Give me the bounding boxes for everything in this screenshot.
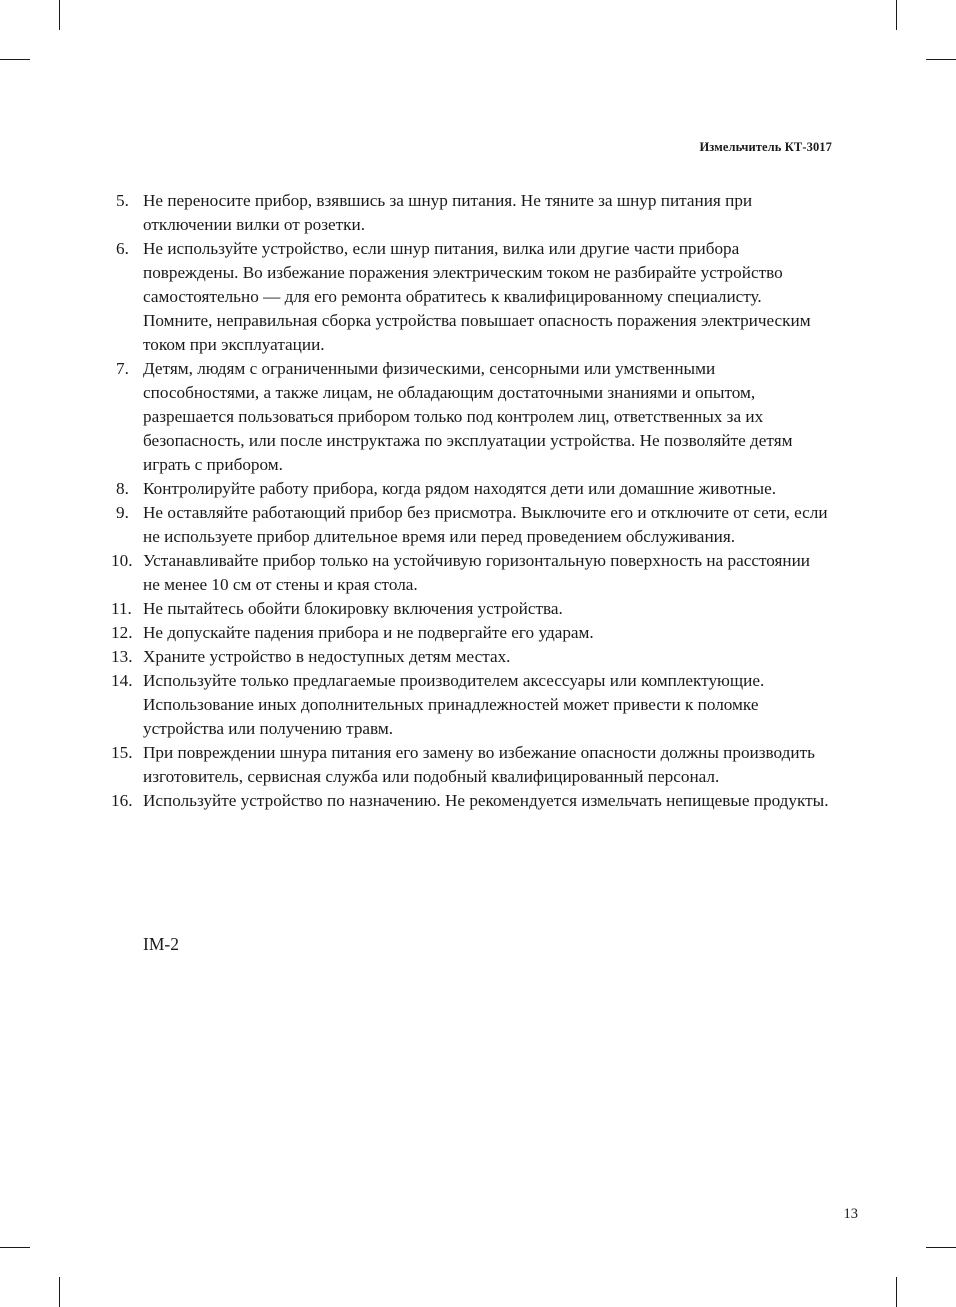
item-text: Используйте устройство по назначению. Не рекомендуется измельчать непищевые продукты. (143, 791, 829, 810)
item-number: 8. (116, 479, 129, 498)
crop-mark-top-left (59, 0, 60, 30)
running-header: Измельчитель КТ-3017 (699, 140, 832, 154)
list-item (111, 669, 831, 741)
item-number: 13. (111, 647, 133, 666)
page-number: 13 (843, 1206, 858, 1222)
list-item (111, 597, 831, 621)
model-code: IM-2 (143, 934, 179, 954)
item-number: 15. (111, 743, 133, 762)
item-number: 16. (111, 791, 133, 810)
crop-mark-bottom-left-h (0, 1247, 30, 1248)
item-number: 12. (111, 623, 133, 642)
list-item (111, 645, 831, 669)
crop-mark-top-left-h (0, 59, 30, 60)
list-item (111, 741, 831, 789)
list-item (111, 357, 831, 477)
item-number: 5. (116, 191, 129, 210)
item-text: Не используйте устройство, если шнур питания, вилка или другие части прибора повреждены. Во избежание поражения электрическим током не разбирайте устройство самостоятельно — для его ремонта обратитесь к квалифицированному специалисту. Помните, неправильная сборка устройства повышает опасность поражения электрическим током при эксплуатации. (143, 239, 811, 354)
item-number: 7. (116, 359, 129, 378)
list-item (111, 189, 831, 237)
item-number: 6. (116, 239, 129, 258)
item-text: Не допускайте падения прибора и не подвергайте его ударам. (143, 623, 594, 642)
list-item (111, 621, 831, 645)
item-text: Детям, людям с ограниченными физическими, сенсорными или умственными способностями, а также лицам, не обладающим достаточными знаниями и опытом, разрешается пользоваться прибором только под контролем лиц, ответственных за их безопасность, или после инструктажа по эксплуатации устройства. Не позволяйте детям играть с прибором. (143, 359, 793, 474)
crop-mark-bottom-right-h (926, 1247, 956, 1248)
list-item (111, 789, 831, 813)
list-item (111, 501, 831, 549)
item-number: 9. (116, 503, 129, 522)
safety-instructions-list (111, 189, 831, 813)
item-text: Не оставляйте работающий прибор без присмотра. Выключите его и отключите от сети, если не используете прибор длительное время или перед проведением обслуживания. (143, 503, 828, 546)
item-number: 11. (111, 599, 132, 618)
crop-mark-top-right (896, 0, 897, 30)
item-text: При повреждении шнура питания его замену во избежание опасности должны производить изготовитель, сервисная служба или подобный квалифицированный персонал. (143, 743, 815, 786)
item-text: Храните устройство в недоступных детям местах. (143, 647, 511, 666)
item-text: Не пытайтесь обойти блокировку включения устройства. (143, 599, 563, 618)
item-text: Контролируйте работу прибора, когда рядом находятся дети или домашние животные. (143, 479, 777, 498)
item-text: Устанавливайте прибор только на устойчивую горизонтальную поверхность на расстоянии не менее 10 см от стены и края стола. (143, 551, 811, 594)
crop-mark-bottom-right (896, 1277, 897, 1307)
list-item (111, 477, 831, 501)
list-item (111, 237, 831, 357)
item-number: 10. (111, 551, 133, 570)
list-item (111, 549, 831, 597)
crop-mark-bottom-left (59, 1277, 60, 1307)
crop-mark-top-right-h (926, 59, 956, 60)
item-text: Не переносите прибор, взявшись за шнур питания. Не тяните за шнур питания при отключении вилки от розетки. (143, 191, 753, 234)
item-number: 14. (111, 671, 133, 690)
item-text: Используйте только предлагаемые производителем аксессуары или комплектующие. Использование иных дополнительных принадлежностей может привести к поломке устройства или получению травм. (143, 671, 765, 738)
